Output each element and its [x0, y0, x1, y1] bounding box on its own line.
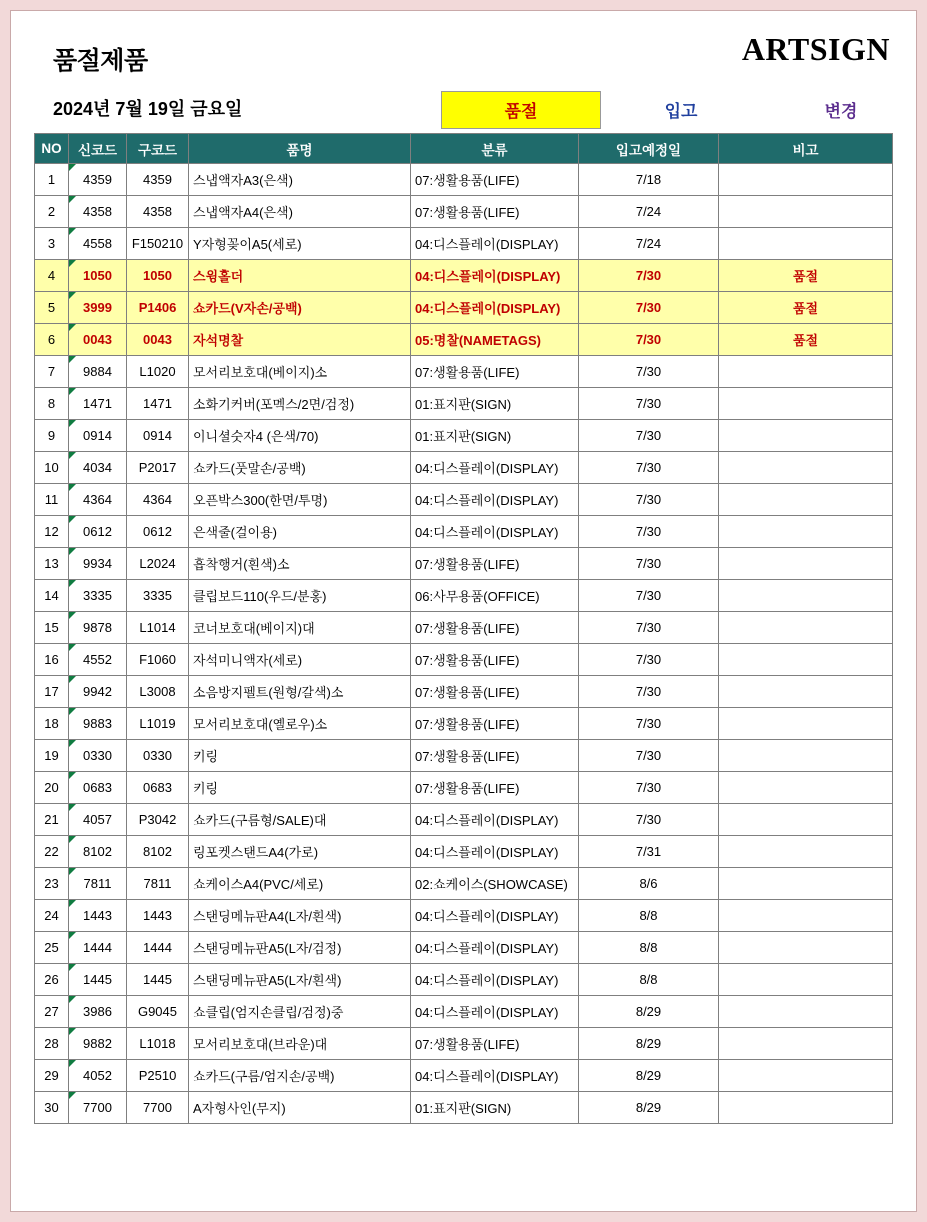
- cell-no: 28: [35, 1028, 69, 1060]
- cell-old-code: 3335: [127, 580, 189, 612]
- cell-note: 품절: [719, 260, 893, 292]
- cell-category: 07:생활용품(LIFE): [411, 740, 579, 772]
- cell-note: [719, 388, 893, 420]
- cell-no: 9: [35, 420, 69, 452]
- cell-note: [719, 868, 893, 900]
- cell-category: 01:표지판(SIGN): [411, 420, 579, 452]
- cell-old-code: P2510: [127, 1060, 189, 1092]
- table-row[interactable]: [35, 996, 893, 1028]
- cell-eta: 7/18: [579, 164, 719, 196]
- cell-note: [719, 644, 893, 676]
- table-row[interactable]: [35, 1060, 893, 1092]
- cell-eta: 7/30: [579, 804, 719, 836]
- cell-product-name: 모서리보호대(옐로우)소: [189, 708, 411, 740]
- table-row[interactable]: [35, 676, 893, 708]
- cell-no: 29: [35, 1060, 69, 1092]
- cell-product-name: 쇼케이스A4(PVC/세로): [189, 868, 411, 900]
- cell-eta: 7/30: [579, 644, 719, 676]
- cell-no: 7: [35, 356, 69, 388]
- column-header-note[interactable]: 비고: [719, 134, 893, 164]
- cell-note: 품절: [719, 324, 893, 356]
- cell-note: [719, 580, 893, 612]
- cell-flag-triangle-icon: [69, 1060, 76, 1067]
- cell-no: 23: [35, 868, 69, 900]
- cell-category: 02:쇼케이스(SHOWCASE): [411, 868, 579, 900]
- cell-flag-triangle-icon: [69, 900, 76, 907]
- cell-product-name: 코너보호대(베이지)대: [189, 612, 411, 644]
- cell-no: 25: [35, 932, 69, 964]
- cell-new-code: 1050: [69, 260, 127, 292]
- cell-note: [719, 356, 893, 388]
- cell-flag-triangle-icon: [69, 740, 76, 747]
- cell-eta: 7/30: [579, 292, 719, 324]
- table-row[interactable]: [35, 260, 893, 292]
- table-row[interactable]: [35, 836, 893, 868]
- table-row[interactable]: [35, 932, 893, 964]
- table-row[interactable]: [35, 612, 893, 644]
- cell-old-code: 4359: [127, 164, 189, 196]
- cell-old-code: L3008: [127, 676, 189, 708]
- cell-category: 04:디스플레이(DISPLAY): [411, 836, 579, 868]
- table-row[interactable]: [35, 1028, 893, 1060]
- cell-new-code: 0683: [69, 772, 127, 804]
- cell-flag-triangle-icon: [69, 164, 76, 171]
- cell-note: [719, 676, 893, 708]
- cell-flag-triangle-icon: [69, 612, 76, 619]
- cell-note: [719, 452, 893, 484]
- table-row[interactable]: [35, 484, 893, 516]
- cell-old-code: G9045: [127, 996, 189, 1028]
- cell-old-code: P1406: [127, 292, 189, 324]
- cell-category: 07:생활용품(LIFE): [411, 196, 579, 228]
- cell-no: 17: [35, 676, 69, 708]
- cell-old-code: 4364: [127, 484, 189, 516]
- cell-product-name: 쇼카드(구름/엄지손/공백): [189, 1060, 411, 1092]
- cell-category: 07:생활용품(LIFE): [411, 612, 579, 644]
- table-row[interactable]: [35, 964, 893, 996]
- cell-product-name: 소음방지펠트(원형/갈색)소: [189, 676, 411, 708]
- table-row[interactable]: [35, 548, 893, 580]
- cell-eta: 8/8: [579, 964, 719, 996]
- cell-old-code: L1018: [127, 1028, 189, 1060]
- cell-eta: 7/30: [579, 452, 719, 484]
- cell-old-code: L1019: [127, 708, 189, 740]
- cell-flag-triangle-icon: [69, 420, 76, 427]
- column-header-oldcode[interactable]: 구코드: [127, 134, 189, 164]
- cell-old-code: P2017: [127, 452, 189, 484]
- cell-no: 2: [35, 196, 69, 228]
- cell-flag-triangle-icon: [69, 484, 76, 491]
- products-table: [34, 133, 893, 1124]
- cell-old-code: 7811: [127, 868, 189, 900]
- cell-note: [719, 804, 893, 836]
- cell-product-name: 스탠딩메뉴판A4(L자/흰색): [189, 900, 411, 932]
- column-header-category[interactable]: 분류: [411, 134, 579, 164]
- cell-product-name: 스탠딩메뉴판A5(L자/검정): [189, 932, 411, 964]
- cell-category: 04:디스플레이(DISPLAY): [411, 292, 579, 324]
- cell-new-code: 9883: [69, 708, 127, 740]
- tab-bar: [441, 91, 921, 129]
- cell-old-code: 0330: [127, 740, 189, 772]
- cell-no: 24: [35, 900, 69, 932]
- cell-note: [719, 964, 893, 996]
- cell-category: 07:생활용품(LIFE): [411, 356, 579, 388]
- tab-soldout[interactable]: 품절: [441, 91, 601, 129]
- cell-new-code: 9878: [69, 612, 127, 644]
- cell-category: 07:생활용품(LIFE): [411, 676, 579, 708]
- table-row[interactable]: [35, 452, 893, 484]
- table-row[interactable]: [35, 228, 893, 260]
- document-sheet: [10, 10, 917, 1212]
- tab-changed[interactable]: 변경: [824, 102, 858, 121]
- cell-note: [719, 548, 893, 580]
- cell-flag-triangle-icon: [69, 228, 76, 235]
- cell-eta: 7/30: [579, 356, 719, 388]
- cell-category: 05:명찰(NAMETAGS): [411, 324, 579, 356]
- cell-old-code: 1444: [127, 932, 189, 964]
- cell-category: 04:디스플레이(DISPLAY): [411, 932, 579, 964]
- cell-no: 8: [35, 388, 69, 420]
- cell-flag-triangle-icon: [69, 868, 76, 875]
- cell-eta: 7/30: [579, 708, 719, 740]
- table-row[interactable]: [35, 324, 893, 356]
- cell-note: [719, 196, 893, 228]
- cell-new-code: 1444: [69, 932, 127, 964]
- table-row[interactable]: [35, 420, 893, 452]
- cell-new-code: 7811: [69, 868, 127, 900]
- cell-no: 16: [35, 644, 69, 676]
- cell-flag-triangle-icon: [69, 804, 76, 811]
- cell-old-code: 1445: [127, 964, 189, 996]
- cell-category: 04:디스플레이(DISPLAY): [411, 260, 579, 292]
- table-row[interactable]: [35, 356, 893, 388]
- cell-category: 07:생활용품(LIFE): [411, 164, 579, 196]
- cell-note: [719, 772, 893, 804]
- table-row[interactable]: [35, 516, 893, 548]
- cell-eta: 7/30: [579, 420, 719, 452]
- table-row[interactable]: [35, 740, 893, 772]
- cell-flag-triangle-icon: [69, 324, 76, 331]
- cell-no: 20: [35, 772, 69, 804]
- cell-eta: 7/24: [579, 228, 719, 260]
- cell-flag-triangle-icon: [69, 836, 76, 843]
- cell-note: [719, 1060, 893, 1092]
- cell-note: [719, 420, 893, 452]
- cell-eta: 8/8: [579, 900, 719, 932]
- cell-new-code: 4359: [69, 164, 127, 196]
- cell-no: 15: [35, 612, 69, 644]
- cell-no: 27: [35, 996, 69, 1028]
- cell-product-name: 은색줄(걸이용): [189, 516, 411, 548]
- cell-product-name: 스윙홀더: [189, 260, 411, 292]
- column-header-eta[interactable]: 입고예정일: [579, 134, 719, 164]
- cell-flag-triangle-icon: [69, 1028, 76, 1035]
- cell-note: [719, 708, 893, 740]
- cell-new-code: 0612: [69, 516, 127, 548]
- cell-eta: 8/29: [579, 1092, 719, 1124]
- cell-eta: 8/29: [579, 996, 719, 1028]
- cell-flag-triangle-icon: [69, 516, 76, 523]
- table-row[interactable]: [35, 804, 893, 836]
- cell-no: 19: [35, 740, 69, 772]
- cell-no: 11: [35, 484, 69, 516]
- cell-no: 13: [35, 548, 69, 580]
- cell-flag-triangle-icon: [69, 708, 76, 715]
- cell-no: 22: [35, 836, 69, 868]
- cell-product-name: 오픈박스300(한면/투명): [189, 484, 411, 516]
- cell-product-name: 키링: [189, 772, 411, 804]
- cell-product-name: 링포켓스탠드A4(가로): [189, 836, 411, 868]
- cell-old-code: 7700: [127, 1092, 189, 1124]
- cell-no: 1: [35, 164, 69, 196]
- cell-no: 26: [35, 964, 69, 996]
- cell-category: 06:사무용품(OFFICE): [411, 580, 579, 612]
- cell-product-name: 자석명찰: [189, 324, 411, 356]
- cell-new-code: 4034: [69, 452, 127, 484]
- cell-eta: 8/8: [579, 932, 719, 964]
- cell-flag-triangle-icon: [69, 580, 76, 587]
- cell-category: 01:표지판(SIGN): [411, 1092, 579, 1124]
- cell-no: 10: [35, 452, 69, 484]
- table-row[interactable]: [35, 868, 893, 900]
- cell-no: 12: [35, 516, 69, 548]
- cell-old-code: 8102: [127, 836, 189, 868]
- cell-note: [719, 516, 893, 548]
- cell-product-name: 소화기커버(포멕스/2면/검정): [189, 388, 411, 420]
- cell-new-code: 8102: [69, 836, 127, 868]
- tab-incoming[interactable]: 입고: [664, 102, 698, 121]
- cell-new-code: 3986: [69, 996, 127, 1028]
- cell-flag-triangle-icon: [69, 1092, 76, 1099]
- table-row[interactable]: [35, 292, 893, 324]
- cell-flag-triangle-icon: [69, 452, 76, 459]
- cell-category: 07:생활용품(LIFE): [411, 708, 579, 740]
- cell-new-code: 9934: [69, 548, 127, 580]
- cell-old-code: 4358: [127, 196, 189, 228]
- table-row[interactable]: [35, 900, 893, 932]
- cell-new-code: 9882: [69, 1028, 127, 1060]
- cell-category: 04:디스플레이(DISPLAY): [411, 228, 579, 260]
- cell-no: 21: [35, 804, 69, 836]
- cell-flag-triangle-icon: [69, 388, 76, 395]
- cell-eta: 8/6: [579, 868, 719, 900]
- column-header-newcode[interactable]: 신코드: [69, 134, 127, 164]
- cell-product-name: 스냅액자A3(은색): [189, 164, 411, 196]
- cell-note: [719, 1028, 893, 1060]
- cell-category: 07:생활용품(LIFE): [411, 644, 579, 676]
- cell-note: [719, 1092, 893, 1124]
- cell-flag-triangle-icon: [69, 996, 76, 1003]
- cell-flag-triangle-icon: [69, 644, 76, 651]
- cell-old-code: L2024: [127, 548, 189, 580]
- document-header: [31, 29, 896, 133]
- cell-category: 07:생활용품(LIFE): [411, 548, 579, 580]
- cell-category: 04:디스플레이(DISPLAY): [411, 516, 579, 548]
- cell-product-name: 모서리보호대(베이지)소: [189, 356, 411, 388]
- cell-eta: 7/30: [579, 516, 719, 548]
- cell-no: 5: [35, 292, 69, 324]
- cell-flag-triangle-icon: [69, 196, 76, 203]
- table-row[interactable]: [35, 708, 893, 740]
- cell-new-code: 0043: [69, 324, 127, 356]
- table-row[interactable]: [35, 1092, 893, 1124]
- cell-eta: 7/30: [579, 548, 719, 580]
- cell-old-code: 0683: [127, 772, 189, 804]
- cell-note: [719, 228, 893, 260]
- cell-eta: 8/29: [579, 1028, 719, 1060]
- cell-new-code: 0914: [69, 420, 127, 452]
- cell-category: 04:디스플레이(DISPLAY): [411, 900, 579, 932]
- cell-note: [719, 836, 893, 868]
- cell-category: 04:디스플레이(DISPLAY): [411, 964, 579, 996]
- cell-old-code: P3042: [127, 804, 189, 836]
- cell-flag-triangle-icon: [69, 772, 76, 779]
- cell-flag-triangle-icon: [69, 964, 76, 971]
- cell-category: 04:디스플레이(DISPLAY): [411, 484, 579, 516]
- cell-no: 30: [35, 1092, 69, 1124]
- cell-category: 04:디스플레이(DISPLAY): [411, 996, 579, 1028]
- cell-product-name: 쇼카드(풋말손/공백): [189, 452, 411, 484]
- cell-note: [719, 740, 893, 772]
- cell-new-code: 9942: [69, 676, 127, 708]
- cell-new-code: 4364: [69, 484, 127, 516]
- cell-new-code: 4358: [69, 196, 127, 228]
- cell-product-name: 키링: [189, 740, 411, 772]
- cell-product-name: 흡착행거(흰색)소: [189, 548, 411, 580]
- cell-eta: 7/30: [579, 388, 719, 420]
- cell-old-code: L1014: [127, 612, 189, 644]
- table-row[interactable]: [35, 772, 893, 804]
- cell-no: 18: [35, 708, 69, 740]
- cell-new-code: 1445: [69, 964, 127, 996]
- cell-old-code: L1020: [127, 356, 189, 388]
- cell-new-code: 4552: [69, 644, 127, 676]
- cell-flag-triangle-icon: [69, 292, 76, 299]
- cell-old-code: F150210: [127, 228, 189, 260]
- cell-eta: 7/30: [579, 612, 719, 644]
- cell-category: 04:디스플레이(DISPLAY): [411, 804, 579, 836]
- cell-note: [719, 932, 893, 964]
- cell-note: [719, 484, 893, 516]
- cell-product-name: Y자형꽂이A5(세로): [189, 228, 411, 260]
- cell-new-code: 1443: [69, 900, 127, 932]
- cell-product-name: 스탠딩메뉴판A5(L자/흰색): [189, 964, 411, 996]
- cell-no: 6: [35, 324, 69, 356]
- column-header-name[interactable]: 품명: [189, 134, 411, 164]
- table-row[interactable]: [35, 164, 893, 196]
- cell-old-code: 0612: [127, 516, 189, 548]
- cell-new-code: 4052: [69, 1060, 127, 1092]
- cell-eta: 7/24: [579, 196, 719, 228]
- cell-new-code: 3999: [69, 292, 127, 324]
- cell-product-name: 모서리보호대(브라운)대: [189, 1028, 411, 1060]
- cell-category: 07:생활용품(LIFE): [411, 1028, 579, 1060]
- cell-product-name: 쇼카드(구름형/SALE)대: [189, 804, 411, 836]
- cell-category: 04:디스플레이(DISPLAY): [411, 1060, 579, 1092]
- cell-new-code: 4057: [69, 804, 127, 836]
- cell-no: 4: [35, 260, 69, 292]
- cell-eta: 8/29: [579, 1060, 719, 1092]
- cell-note: [719, 996, 893, 1028]
- table-header-row: [35, 134, 893, 164]
- cell-no: 3: [35, 228, 69, 260]
- report-date: 2024년 7월 19일 금요일: [53, 99, 243, 119]
- table-row[interactable]: [35, 388, 893, 420]
- cell-flag-triangle-icon: [69, 356, 76, 363]
- cell-eta: 7/30: [579, 740, 719, 772]
- cell-flag-triangle-icon: [69, 676, 76, 683]
- company-logo-text: ARTSIGN: [741, 31, 890, 67]
- cell-product-name: 스냅액자A4(은색): [189, 196, 411, 228]
- table-body: [35, 164, 893, 1124]
- cell-product-name: 이니셜숫자4 (은색/70): [189, 420, 411, 452]
- cell-new-code: 3335: [69, 580, 127, 612]
- table-row[interactable]: [35, 644, 893, 676]
- cell-category: 07:생활용품(LIFE): [411, 772, 579, 804]
- cell-eta: 7/30: [579, 260, 719, 292]
- cell-flag-triangle-icon: [69, 932, 76, 939]
- cell-old-code: 0914: [127, 420, 189, 452]
- cell-category: 01:표지판(SIGN): [411, 388, 579, 420]
- column-header-no[interactable]: NO: [35, 134, 69, 164]
- cell-note: [719, 612, 893, 644]
- cell-flag-triangle-icon: [69, 260, 76, 267]
- table-row[interactable]: [35, 580, 893, 612]
- cell-old-code: F1060: [127, 644, 189, 676]
- cell-new-code: 7700: [69, 1092, 127, 1124]
- cell-eta: 7/31: [579, 836, 719, 868]
- cell-eta: 7/30: [579, 676, 719, 708]
- cell-product-name: A자형사인(무지): [189, 1092, 411, 1124]
- cell-product-name: 쇼카드(V자손/공백): [189, 292, 411, 324]
- cell-eta: 7/30: [579, 580, 719, 612]
- cell-eta: 7/30: [579, 484, 719, 516]
- cell-note: 품절: [719, 292, 893, 324]
- cell-note: [719, 164, 893, 196]
- cell-new-code: 1471: [69, 388, 127, 420]
- cell-product-name: 쇼클립(엄지손클립/검정)중: [189, 996, 411, 1028]
- cell-flag-triangle-icon: [69, 548, 76, 555]
- cell-product-name: 자석미니액자(세로): [189, 644, 411, 676]
- cell-old-code: 1471: [127, 388, 189, 420]
- cell-product-name: 클립보드110(우드/분홍): [189, 580, 411, 612]
- cell-new-code: 0330: [69, 740, 127, 772]
- cell-old-code: 1050: [127, 260, 189, 292]
- cell-old-code: 1443: [127, 900, 189, 932]
- cell-eta: 7/30: [579, 772, 719, 804]
- cell-category: 04:디스플레이(DISPLAY): [411, 452, 579, 484]
- cell-old-code: 0043: [127, 324, 189, 356]
- cell-eta: 7/30: [579, 324, 719, 356]
- cell-new-code: 4558: [69, 228, 127, 260]
- cell-note: [719, 900, 893, 932]
- cell-no: 14: [35, 580, 69, 612]
- cell-new-code: 9884: [69, 356, 127, 388]
- table-row[interactable]: [35, 196, 893, 228]
- page-title: 품절제품: [53, 47, 148, 75]
